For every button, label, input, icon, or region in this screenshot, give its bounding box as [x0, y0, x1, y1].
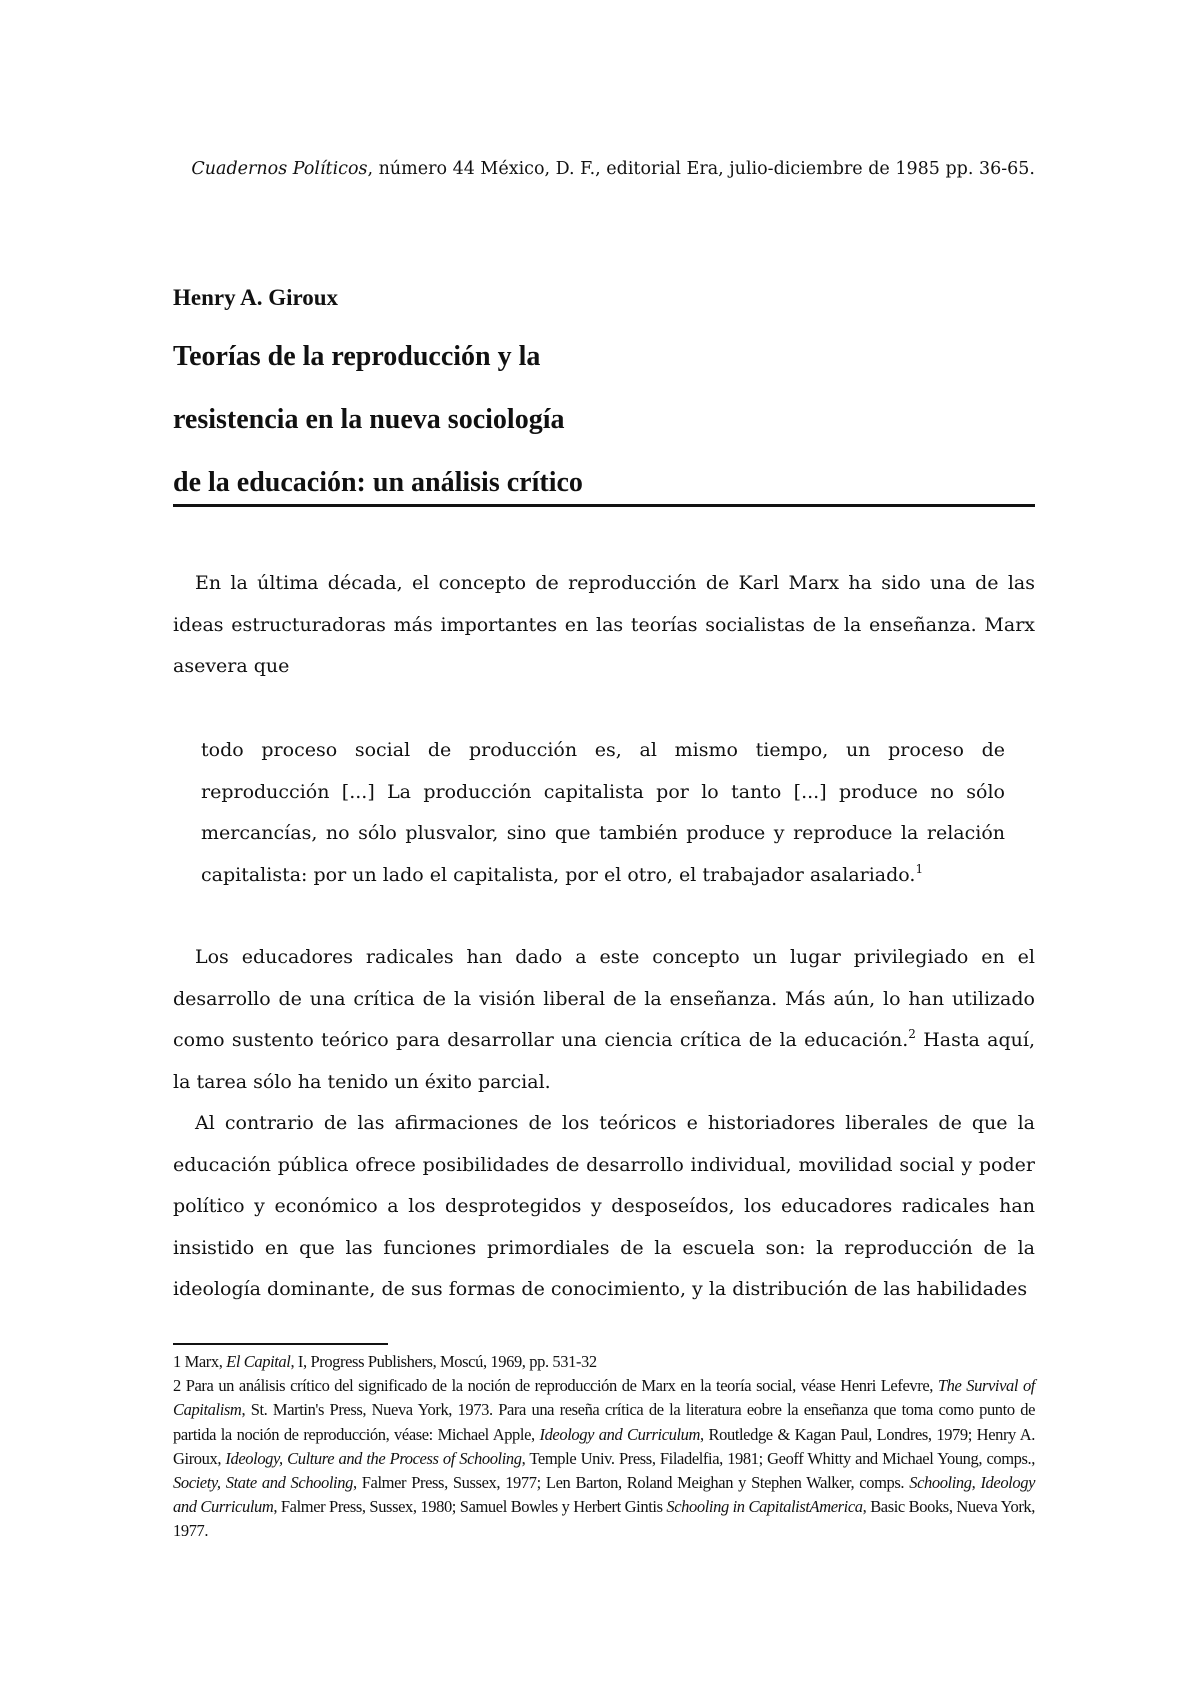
footnote-ref-1: 1	[915, 861, 924, 876]
footnote-2-work: The Survival of Capitalism	[173, 1376, 1035, 1420]
footnotes	[173, 1350, 1035, 1544]
footnote-2-text: , Temple Univ. Press, Filadelfia, 1981; Geoff Whitty and Michael Young, comps.,	[521, 1448, 1035, 1468]
footnote-2-text: , Falmer Press, Sussex, 1980; Samuel Bowles y Herbert Gintis	[273, 1497, 667, 1517]
footnote-2-text: , St. Martin's Press, Nueva York, 1973. Para una reseña crítica de la literatura eobre la enseñanza que toma como punto de partida la noción de reproducción, véase: Michael Apple,	[173, 1400, 1035, 1444]
footnote-2	[173, 1374, 1035, 1543]
footnote-2-work: Schooling in CapitalistAmerica	[666, 1497, 863, 1517]
footnote-2-work: Ideology, Culture and the Process of Schooling	[225, 1448, 522, 1468]
footnote-2-work: Society, State and Schooling	[173, 1473, 353, 1493]
footnote-2-work: Schooling, Ideology and Curriculum	[173, 1473, 1035, 1517]
paragraph-2-text-b: Hasta aquí, la tarea sólo ha tenido un éxito parcial.	[173, 1029, 1035, 1093]
article-title	[173, 340, 1035, 500]
footnote-2-work: Ideology and Curriculum	[539, 1424, 701, 1444]
document-page	[173, 0, 1035, 1698]
footnote-2-text: , Falmer Press, Sussex, 1977; Len Barton, Roland Meighan y Stephen Walker, comps.	[352, 1473, 910, 1493]
title-line: de la educación: un análisis crítico	[173, 467, 583, 498]
paragraph-1: En la última década, el concepto de reproducción de Karl Marx ha sido una de las ideas estructuradoras más importantes en las teorías socialistas de la enseñanza. Marx asevera que	[173, 572, 1035, 678]
author-name: Henry A. Giroux	[173, 285, 339, 310]
footnote-1-work: El Capital	[226, 1352, 291, 1371]
footnote-1-text: 1 Marx,	[173, 1352, 227, 1371]
quote-text: todo proceso social de producción es, al mismo tiempo, un proceso de reproducción [...] La producción capitalista por lo tanto [...] produce no sólo mercancías, no sólo plusvalor, sino que también produce y reproduce la relación capitalista: por un lado el capitalista, por el otro, el trabajador asalariado.	[201, 739, 1005, 886]
publication-name: Cuadernos Políticos	[191, 159, 368, 179]
footnote-1-text: , I, Progress Publishers, Moscú, 1969, pp. 531-32	[290, 1352, 597, 1371]
footnote-2-text: 2 Para un análisis crítico del significado de la noción de reproducción de Marx en la teoría social, véase Henri Lefevre,	[173, 1376, 938, 1396]
paragraph-3: Al contrario de las afirmaciones de los teóricos e historiadores liberales de que la educación pública ofrece posibilidades de desarrollo individual, movilidad social y poder político y económico a los desprotegidos y desposeídos, los educadores radicales han insistido en que las funciones primordiales de la escuela son: la reproducción de la ideología dominante, de sus formas de conocimiento, y la distribución de las habilidades	[173, 1112, 1035, 1301]
title-line: Teorías de la reproducción y la	[173, 341, 541, 372]
publication-details: , número 44 México, D. F., editorial Era, julio-diciembre de 1985 pp. 36-65.	[367, 159, 1035, 179]
footnote-2-text: , Basic Books, Nueva York, 1977.	[173, 1497, 1036, 1541]
source-citation	[173, 148, 1035, 190]
paragraph-2	[173, 937, 1035, 1103]
footnote-1	[173, 1350, 1035, 1374]
paragraph-2-text-a: Los educadores radicales han dado a este concepto un lugar privilegiado en el desarrollo de una crítica de la visión liberal de la enseñanza. Más aún, lo han utilizado como sustento teórico para desarrollar una ciencia crítica de la educación.	[173, 946, 1035, 1052]
title-rule	[173, 504, 1035, 507]
title-line: resistencia en la nueva sociología	[173, 404, 565, 435]
footnote-ref-2: 2	[908, 1027, 916, 1042]
footnote-separator	[173, 1343, 388, 1345]
block-quote	[201, 730, 1005, 896]
footnote-2-text: , Routledge & Kagan Paul, Londres, 1979; Henry A. Giroux,	[173, 1424, 1035, 1468]
